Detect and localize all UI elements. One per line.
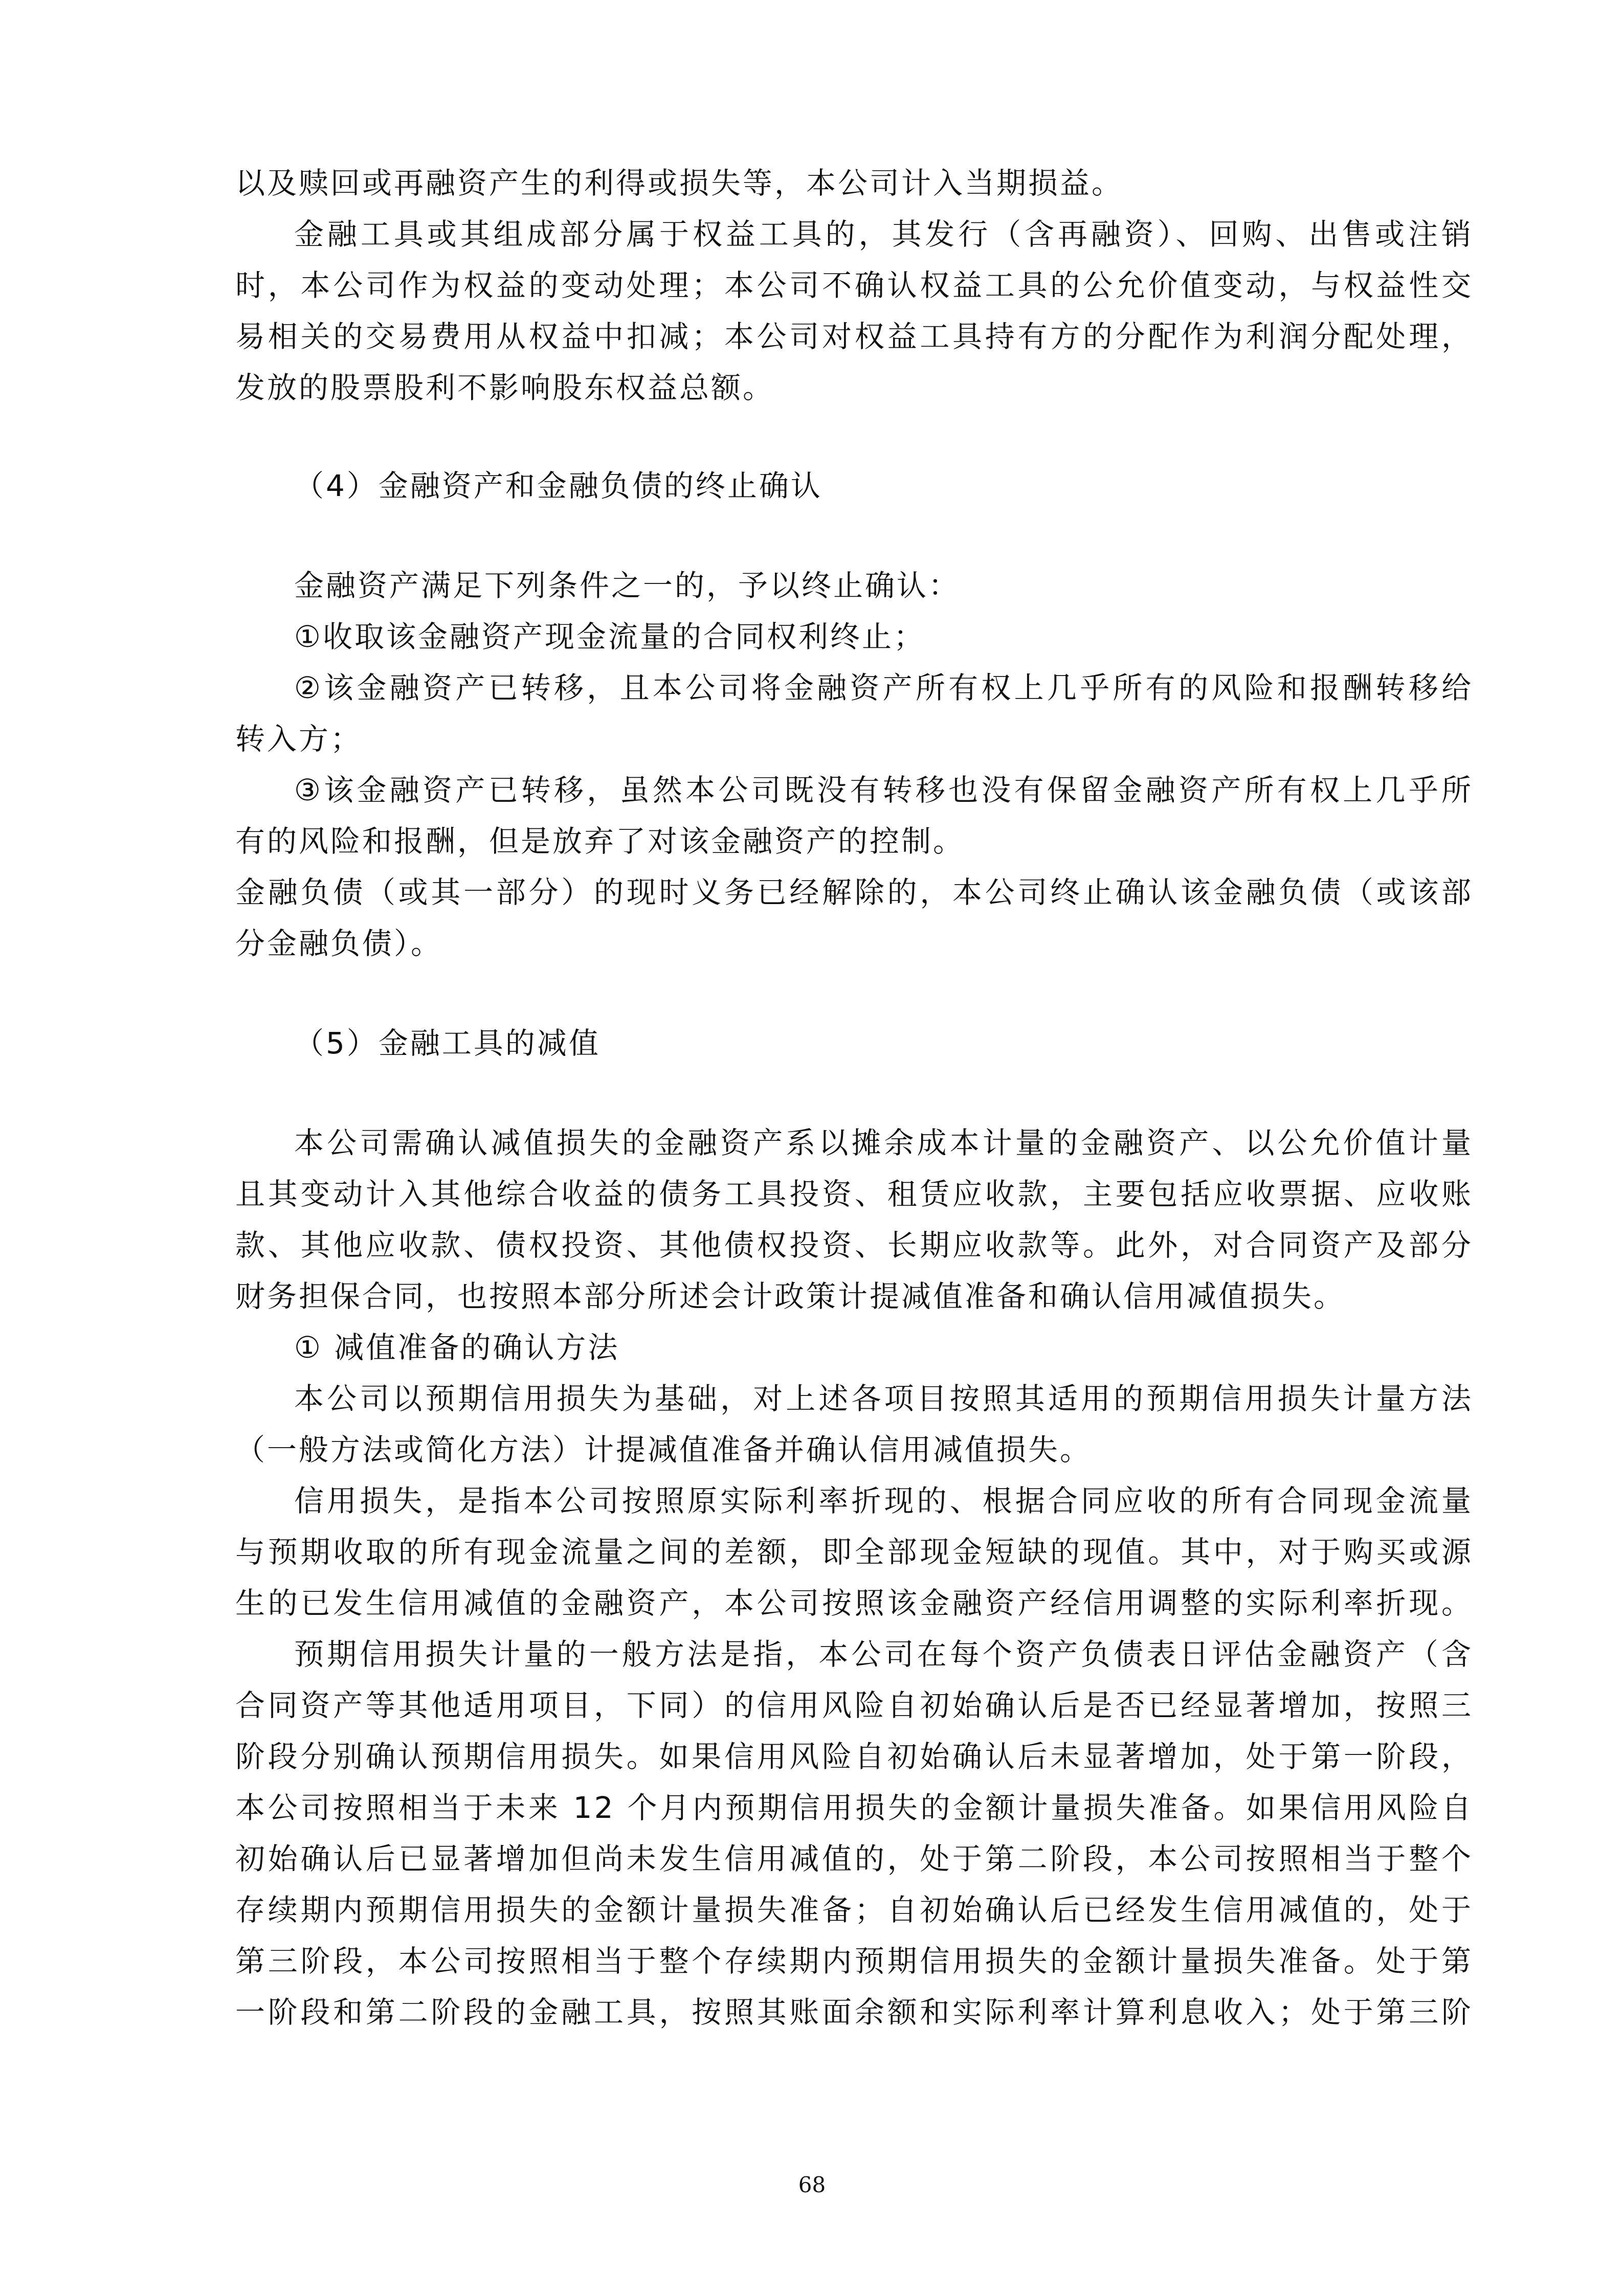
text-line: 与预期收取的所有现金流量之间的差额，即全部现金短缺的现值。其中，对于购买或源 — [235, 1535, 1473, 1569]
text-line: 一阶段和第二阶段的金融工具，按照其账面余额和实际利率计算利息收入；处于第三阶 — [235, 1995, 1473, 2030]
text-line: 本公司以预期信用损失为基础，对上述各项目按照其适用的预期信用损失计量方法 — [294, 1381, 1473, 1416]
text-line: 转入方； — [235, 722, 363, 756]
text-line: 有的风险和报酬，但是放弃了对该金融资产的控制。 — [235, 824, 965, 859]
text-line: 合同资产等其他适用项目，下同）的信用风险自初始确认后是否已经显著增加，按照三 — [235, 1688, 1473, 1723]
text-line: 初始确认后已显著增加但尚未发生信用减值的，处于第二阶段，本公司按照相当于整个 — [235, 1841, 1473, 1876]
text-line: ① 减值准备的确认方法 — [294, 1330, 620, 1365]
text-line: 时，本公司作为权益的变动处理；本公司不确认权益工具的公允价值变动，与权益性交 — [235, 268, 1473, 303]
text-line: 存续期内预期信用损失的金额计量损失准备；自初始确认后已经发生信用减值的，处于 — [235, 1893, 1473, 1927]
text-line: （5）金融工具的减值 — [294, 1026, 600, 1061]
text-line: 金融负债（或其一部分）的现时义务已经解除的，本公司终止确认该金融负债（或该部 — [235, 875, 1473, 910]
text-line: ③该金融资产已转移，虽然本公司既没有转移也没有保留金融资产所有权上几乎所 — [294, 773, 1473, 807]
text-line: 信用损失，是指本公司按照原实际利率折现的、根据合同应收的所有合同现金流量 — [294, 1483, 1473, 1518]
text-line: 生的已发生信用减值的金融资产，本公司按照该金融资产经信用调整的实际利率折现。 — [235, 1586, 1473, 1620]
text-line: 本公司需确认减值损失的金融资产系以摊余成本计量的金融资产、以公允价值计量 — [294, 1126, 1473, 1160]
text-line: 财务担保合同，也按照本部分所述会计政策计提减值准备和确认信用减值损失。 — [235, 1279, 1346, 1314]
page-number: 68 — [798, 2172, 826, 2197]
text-line: 本公司按照相当于未来 12 个月内预期信用损失的金额计量损失准备。如果信用风险自 — [235, 1790, 1473, 1825]
text-line: 以及赎回或再融资产生的利得或损失等，本公司计入当期损益。 — [235, 166, 1124, 200]
text-line: 预期信用损失计量的一般方法是指，本公司在每个资产负债表日评估金融资产（含 — [294, 1637, 1473, 1672]
text-line: 阶段分别确认预期信用损失。如果信用风险自初始确认后未显著增加，处于第一阶段， — [235, 1739, 1473, 1774]
text-line: 发放的股票股利不影响股东权益总额。 — [235, 370, 775, 405]
text-line: 第三阶段，本公司按照相当于整个存续期内预期信用损失的金额计量损失准备。处于第 — [235, 1944, 1473, 1978]
text-line: ①收取该金融资产现金流量的合同权利终止； — [294, 619, 925, 654]
text-line: 金融资产满足下列条件之一的，予以终止确认： — [294, 568, 961, 603]
text-line: （4）金融资产和金融负债的终止确认 — [294, 468, 822, 503]
text-line: （一般方法或简化方法）计提减值准备并确认信用减值损失。 — [235, 1432, 1092, 1467]
text-line: 款、其他应收款、债权投资、其他债权投资、长期应收款等。此外，对合同资产及部分 — [235, 1228, 1473, 1263]
text-line: 易相关的交易费用从权益中扣减；本公司对权益工具持有方的分配作为利润分配处理， — [235, 319, 1473, 354]
text-line: 且其变动计入其他综合收益的债务工具投资、租赁应收款，主要包括应收票据、应收账 — [235, 1177, 1473, 1211]
text-line: 分金融负债）。 — [235, 926, 443, 961]
text-line: 金融工具或其组成部分属于权益工具的，其发行（含再融资）、回购、出售或注销 — [294, 217, 1473, 252]
text-line: ②该金融资产已转移，且本公司将金融资产所有权上几乎所有的风险和报酬转移给 — [294, 670, 1473, 705]
